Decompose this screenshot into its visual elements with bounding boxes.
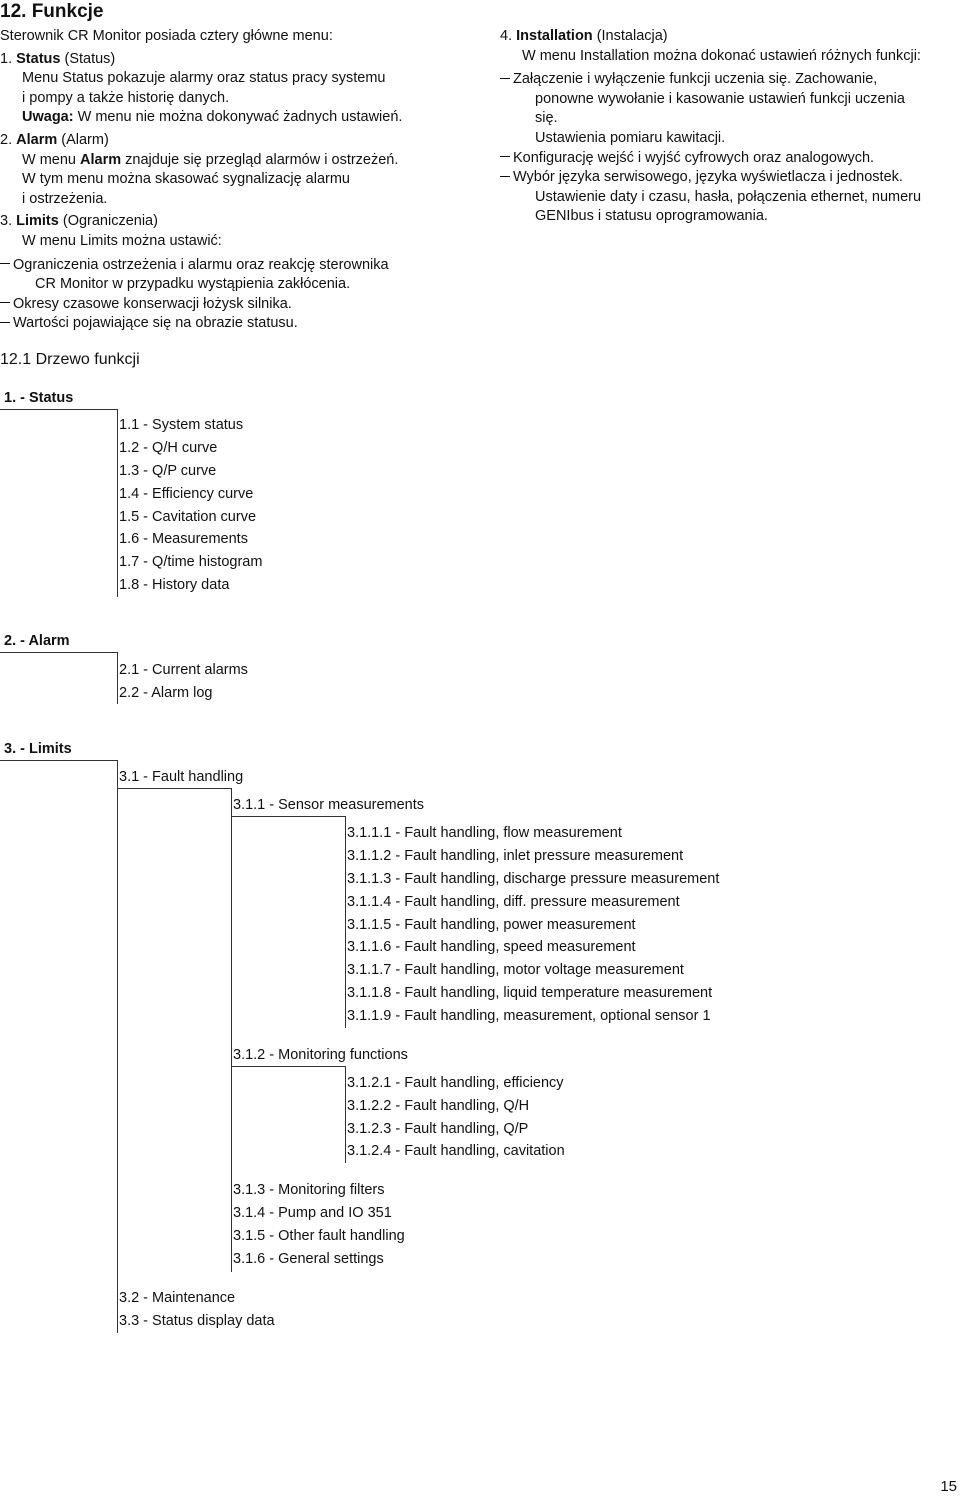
tree-leaf: 3.1.1.3 - Fault handling, discharge pressure measurement	[347, 871, 720, 887]
tree-leaf: 3.1.1.4 - Fault handling, diff. pressure measurement	[347, 894, 680, 910]
tree-connector	[118, 788, 232, 789]
tree-leaf: 1.4 - Efficiency curve	[119, 486, 254, 502]
menu-status-heading: 1. Status (Status)	[0, 50, 116, 67]
tree-leaf: 3.2 - Maintenance	[119, 1290, 236, 1306]
menu-limits-bullet: Ograniczenia ostrzeżenia i alarmu oraz reakcję sterownika	[0, 256, 402, 276]
tree-leaf: 1.5 - Cavitation curve	[119, 509, 257, 525]
menu-installation-bullet-cont: Ustawienia pomiaru kawitacji.	[535, 129, 726, 146]
page-title: 12. Funkcje	[0, 1, 104, 22]
tree-connector	[0, 760, 118, 761]
tree-leaf: 1.8 - History data	[119, 577, 230, 593]
menu-limits-bullet-cont: CR Monitor w przypadku wystąpienia zakłócenia.	[35, 276, 351, 293]
menu-installation-bullet-cont: GENIbus i statusu oprogramowania.	[535, 208, 768, 225]
tree-leaf: 3.3 - Status display data	[119, 1313, 275, 1329]
tree-leaf: 1.2 - Q/H curve	[119, 440, 218, 456]
tree-leaf: 3.1.1.8 - Fault handling, liquid temperature measurement	[347, 985, 713, 1001]
menu-limits-bullet: Okresy czasowe konserwacji łożysk silnika.	[0, 295, 402, 315]
menu-installation-line: W menu Installation można dokonać ustawień różnych funkcji:	[522, 47, 921, 64]
tree-connector	[231, 788, 232, 1272]
left-column	[0, 27, 402, 334]
right-column	[500, 27, 921, 227]
menu-installation-bullet: Wybór języka serwisowego, języka wyświetlacza i jednostek.	[500, 168, 921, 188]
menu-installation-heading: 4. Installation (Instalacja)	[500, 28, 668, 44]
tree-leaf: 3.1.1.5 - Fault handling, power measurement	[347, 917, 636, 933]
menu-installation-bullet-cont: ponowne wywołanie i kasowanie ustawień funkcji uczenia	[535, 90, 905, 107]
tree-node-fault-handling: 3.1 - Fault handling	[119, 769, 244, 785]
tree-leaf: 3.1.2.1 - Fault handling, efficiency	[347, 1075, 564, 1091]
tree-leaf: 3.1.1.2 - Fault handling, inlet pressure measurement	[347, 848, 684, 864]
menu-installation-bullet: Załączenie i wyłączenie funkcji uczenia się. Zachowanie,	[500, 70, 921, 90]
menu-limits-line: W menu Limits można ustawić:	[22, 232, 222, 249]
tree-leaf: 3.1.1.7 - Fault handling, motor voltage measurement	[347, 962, 684, 978]
menu-status-note: Uwaga: W menu nie można dokonywać żadnych ustawień.	[22, 109, 403, 126]
tree-connector	[232, 1066, 346, 1067]
tree-heading: 12.1 Drzewo funkcji	[0, 351, 140, 368]
tree-connector	[232, 816, 346, 817]
tree-connector	[0, 652, 118, 653]
tree-leaf: 3.1.6 - General settings	[233, 1251, 384, 1267]
tree-leaf: 1.7 - Q/time histogram	[119, 554, 263, 570]
menu-status-line: i pompy a także historię danych.	[22, 89, 230, 106]
tree-connector	[345, 1066, 346, 1163]
tree-connector	[117, 760, 118, 1333]
tree-node-alarm: 2. - Alarm	[4, 633, 70, 649]
page-number: 15	[940, 1478, 957, 1495]
menu-alarm-line: W tym menu można skasować sygnalizację alarmu	[22, 171, 350, 188]
menu-limits-heading: 3. Limits (Ograniczenia)	[0, 213, 158, 230]
tree-leaf: 3.1.1.1 - Fault handling, flow measurement	[347, 825, 622, 841]
intro-text: Sterownik CR Monitor posiada cztery główne menu:	[0, 28, 333, 44]
tree-leaf: 1.1 - System status	[119, 417, 244, 433]
menu-alarm-heading: 2. Alarm (Alarm)	[0, 131, 109, 148]
tree-node-sensor-measurements: 3.1.1 - Sensor measurements	[233, 797, 425, 813]
menu-status-line: Menu Status pokazuje alarmy oraz status pracy systemu	[22, 70, 386, 87]
tree-node-monitoring-functions: 3.1.2 - Monitoring functions	[233, 1047, 408, 1063]
tree-node-limits: 3. - Limits	[4, 741, 72, 757]
tree-connector	[0, 409, 118, 410]
tree-leaf: 3.1.2.3 - Fault handling, Q/P	[347, 1121, 529, 1137]
menu-installation-bullet: Konfigurację wejść i wyjść cyfrowych oraz analogowych.	[500, 149, 921, 169]
tree-leaf: 3.1.3 - Monitoring filters	[233, 1182, 385, 1198]
tree-leaf: 3.1.1.9 - Fault handling, measurement, optional sensor 1	[347, 1008, 711, 1024]
tree-connector	[117, 652, 118, 704]
tree-node-status: 1. - Status	[4, 390, 74, 406]
tree-leaf: 3.1.2.2 - Fault handling, Q/H	[347, 1098, 530, 1114]
menu-alarm-line: i ostrzeżenia.	[22, 190, 108, 207]
tree-leaf: 3.1.1.6 - Fault handling, speed measurement	[347, 939, 636, 955]
tree-connector	[345, 816, 346, 1028]
tree-leaf: 3.1.4 - Pump and IO 351	[233, 1205, 392, 1221]
tree-leaf: 2.1 - Current alarms	[119, 662, 248, 678]
tree-leaf: 1.3 - Q/P curve	[119, 463, 217, 479]
tree-leaf: 3.1.2.4 - Fault handling, cavitation	[347, 1143, 565, 1159]
menu-installation-bullet-cont: się.	[535, 110, 558, 127]
tree-leaf: 3.1.5 - Other fault handling	[233, 1228, 405, 1244]
menu-limits-bullet: Wartości pojawiające się na obrazie statusu.	[0, 314, 402, 334]
tree-leaf: 2.2 - Alarm log	[119, 685, 213, 701]
menu-installation-bullet-cont: Ustawienie daty i czasu, hasła, połączenia ethernet, numeru	[535, 188, 922, 205]
menu-alarm-line: W menu Alarm znajduje się przegląd alarmów i ostrzeżeń.	[22, 151, 399, 168]
tree-connector	[117, 409, 118, 597]
tree-leaf: 1.6 - Measurements	[119, 531, 248, 547]
